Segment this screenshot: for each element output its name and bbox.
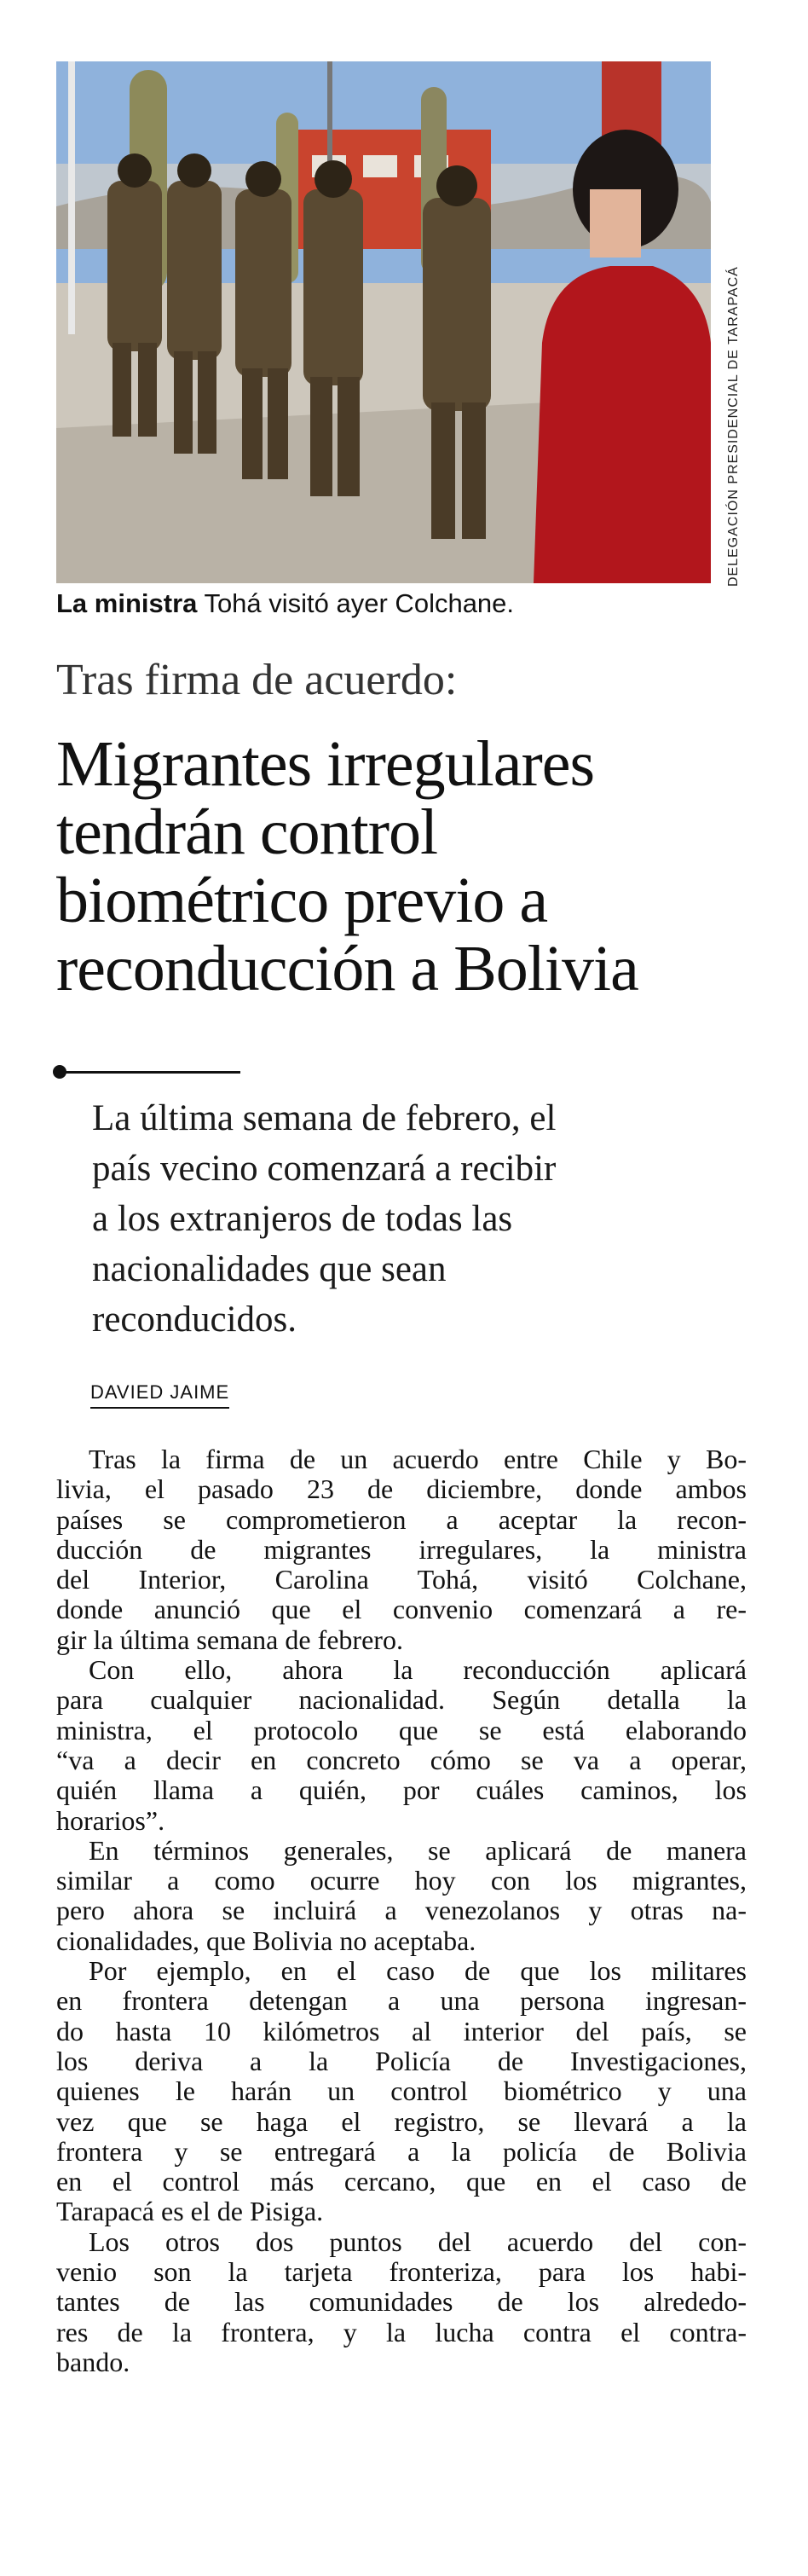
article-line: vez que se haga el registro, se llevará a la — [56, 2105, 747, 2137]
deck-line: nacionalidades que sean — [92, 1249, 447, 1289]
article-line: países se comprometieron a aceptar la recon- — [56, 1503, 747, 1535]
article-paragraph — [56, 1836, 747, 1956]
article-line: Los otros dos puntos del acuerdo del con- — [89, 2226, 747, 2257]
article-line: Tarapacá es el de Pisiga. — [56, 2196, 324, 2227]
caption-lead: La ministra — [56, 588, 198, 618]
deck-text — [92, 1093, 774, 1345]
article-line: en frontera detengan a una persona ingresan- — [56, 1985, 747, 2017]
article-line: similar a como ocurre hoy con los migrantes, — [56, 1865, 747, 1896]
article-paragraph — [56, 1655, 747, 1836]
article-body — [56, 1444, 747, 2377]
article-line: quién llama a quién, por cuáles caminos, los — [56, 1774, 747, 1806]
headline-line: biométrico previo a — [56, 865, 548, 936]
deck-line: país vecino comenzará a recibir — [92, 1149, 557, 1189]
article-paragraph — [56, 1444, 747, 1655]
article-line: Tras la firma de un acuerdo entre Chile y Bo- — [89, 1444, 747, 1474]
article-line: pero ahora se incluirá a venezolanos y otras na- — [56, 1895, 747, 1926]
article-line: horarios”. — [56, 1804, 165, 1836]
article-line: bando. — [56, 2346, 130, 2377]
photo-caption — [56, 588, 738, 619]
deck-line: a los extranjeros de todas las — [92, 1199, 513, 1239]
photo-illustration — [56, 61, 711, 583]
headline-line: Migrantes irregulares — [56, 728, 595, 800]
article-line: venio son la tarjeta fronteriza, para los habi- — [56, 2256, 747, 2288]
headline-line: reconducción a Bolivia — [56, 933, 638, 1004]
article-line: donde anunció que el convenio comenzará a re- — [56, 1594, 747, 1625]
deck-line: reconducidos. — [92, 1300, 297, 1340]
headline-line: tendrán control — [56, 796, 438, 868]
article-line: do hasta 10 kilómetros al interior del país, se — [56, 2015, 747, 2046]
article-line: para cualquier nacionalidad. Según detalla la — [56, 1684, 747, 1716]
article-line: Por ejemplo, en el caso de que los militares — [89, 1955, 747, 1987]
article-line: “va a decir en concreto cómo se va a operar, — [56, 1744, 747, 1775]
article-line: livia, el pasado 23 de diciembre, donde ambos — [56, 1473, 747, 1505]
article-line: frontera y se entregará a la policía de Bolivia — [56, 2135, 747, 2167]
article-line: del Interior, Carolina Tohá, visitó Colchane, — [56, 1564, 747, 1595]
caption-text: Tohá visitó ayer Colchane. — [197, 588, 515, 618]
news-photo — [56, 61, 711, 583]
article-line: en el control más cercano, que en el caso de — [56, 2166, 747, 2197]
article-line: ducción de migrantes irregulares, la ministra — [56, 1533, 747, 1565]
article-line: quienes le harán un control biométrico y una — [56, 2075, 747, 2107]
divider-dot — [53, 1065, 66, 1079]
article-line: los deriva a la Policía de Investigaciones, — [56, 2045, 747, 2076]
kicker: Tras firma de acuerdo: — [56, 656, 458, 704]
article-paragraph — [56, 2227, 747, 2377]
article-line: gir la última semana de febrero. — [56, 1624, 403, 1655]
divider-line — [56, 1071, 240, 1074]
article-paragraph — [56, 1956, 747, 2227]
article-line: ministra, el protocolo que se está elaborando — [56, 1714, 747, 1745]
article-line: Con ello, ahora la reconducción aplicará — [89, 1654, 747, 1686]
photo-credit: DELEGACIÓN PRESIDENCIAL DE TARAPACÁ — [726, 266, 741, 587]
article-line: En términos generales, se aplicará de manera — [89, 1834, 747, 1866]
article-line: cionalidades, que Bolivia no aceptaba. — [56, 1925, 476, 1956]
byline: DAVIED JAIME — [90, 1381, 229, 1409]
deck-line: La última semana de febrero, el — [92, 1098, 557, 1138]
article-line: res de la frontera, y la lucha contra el contra- — [56, 2316, 747, 2347]
headline — [56, 730, 798, 1003]
article-line: tantes de las comunidades de los alrededo- — [56, 2286, 747, 2318]
